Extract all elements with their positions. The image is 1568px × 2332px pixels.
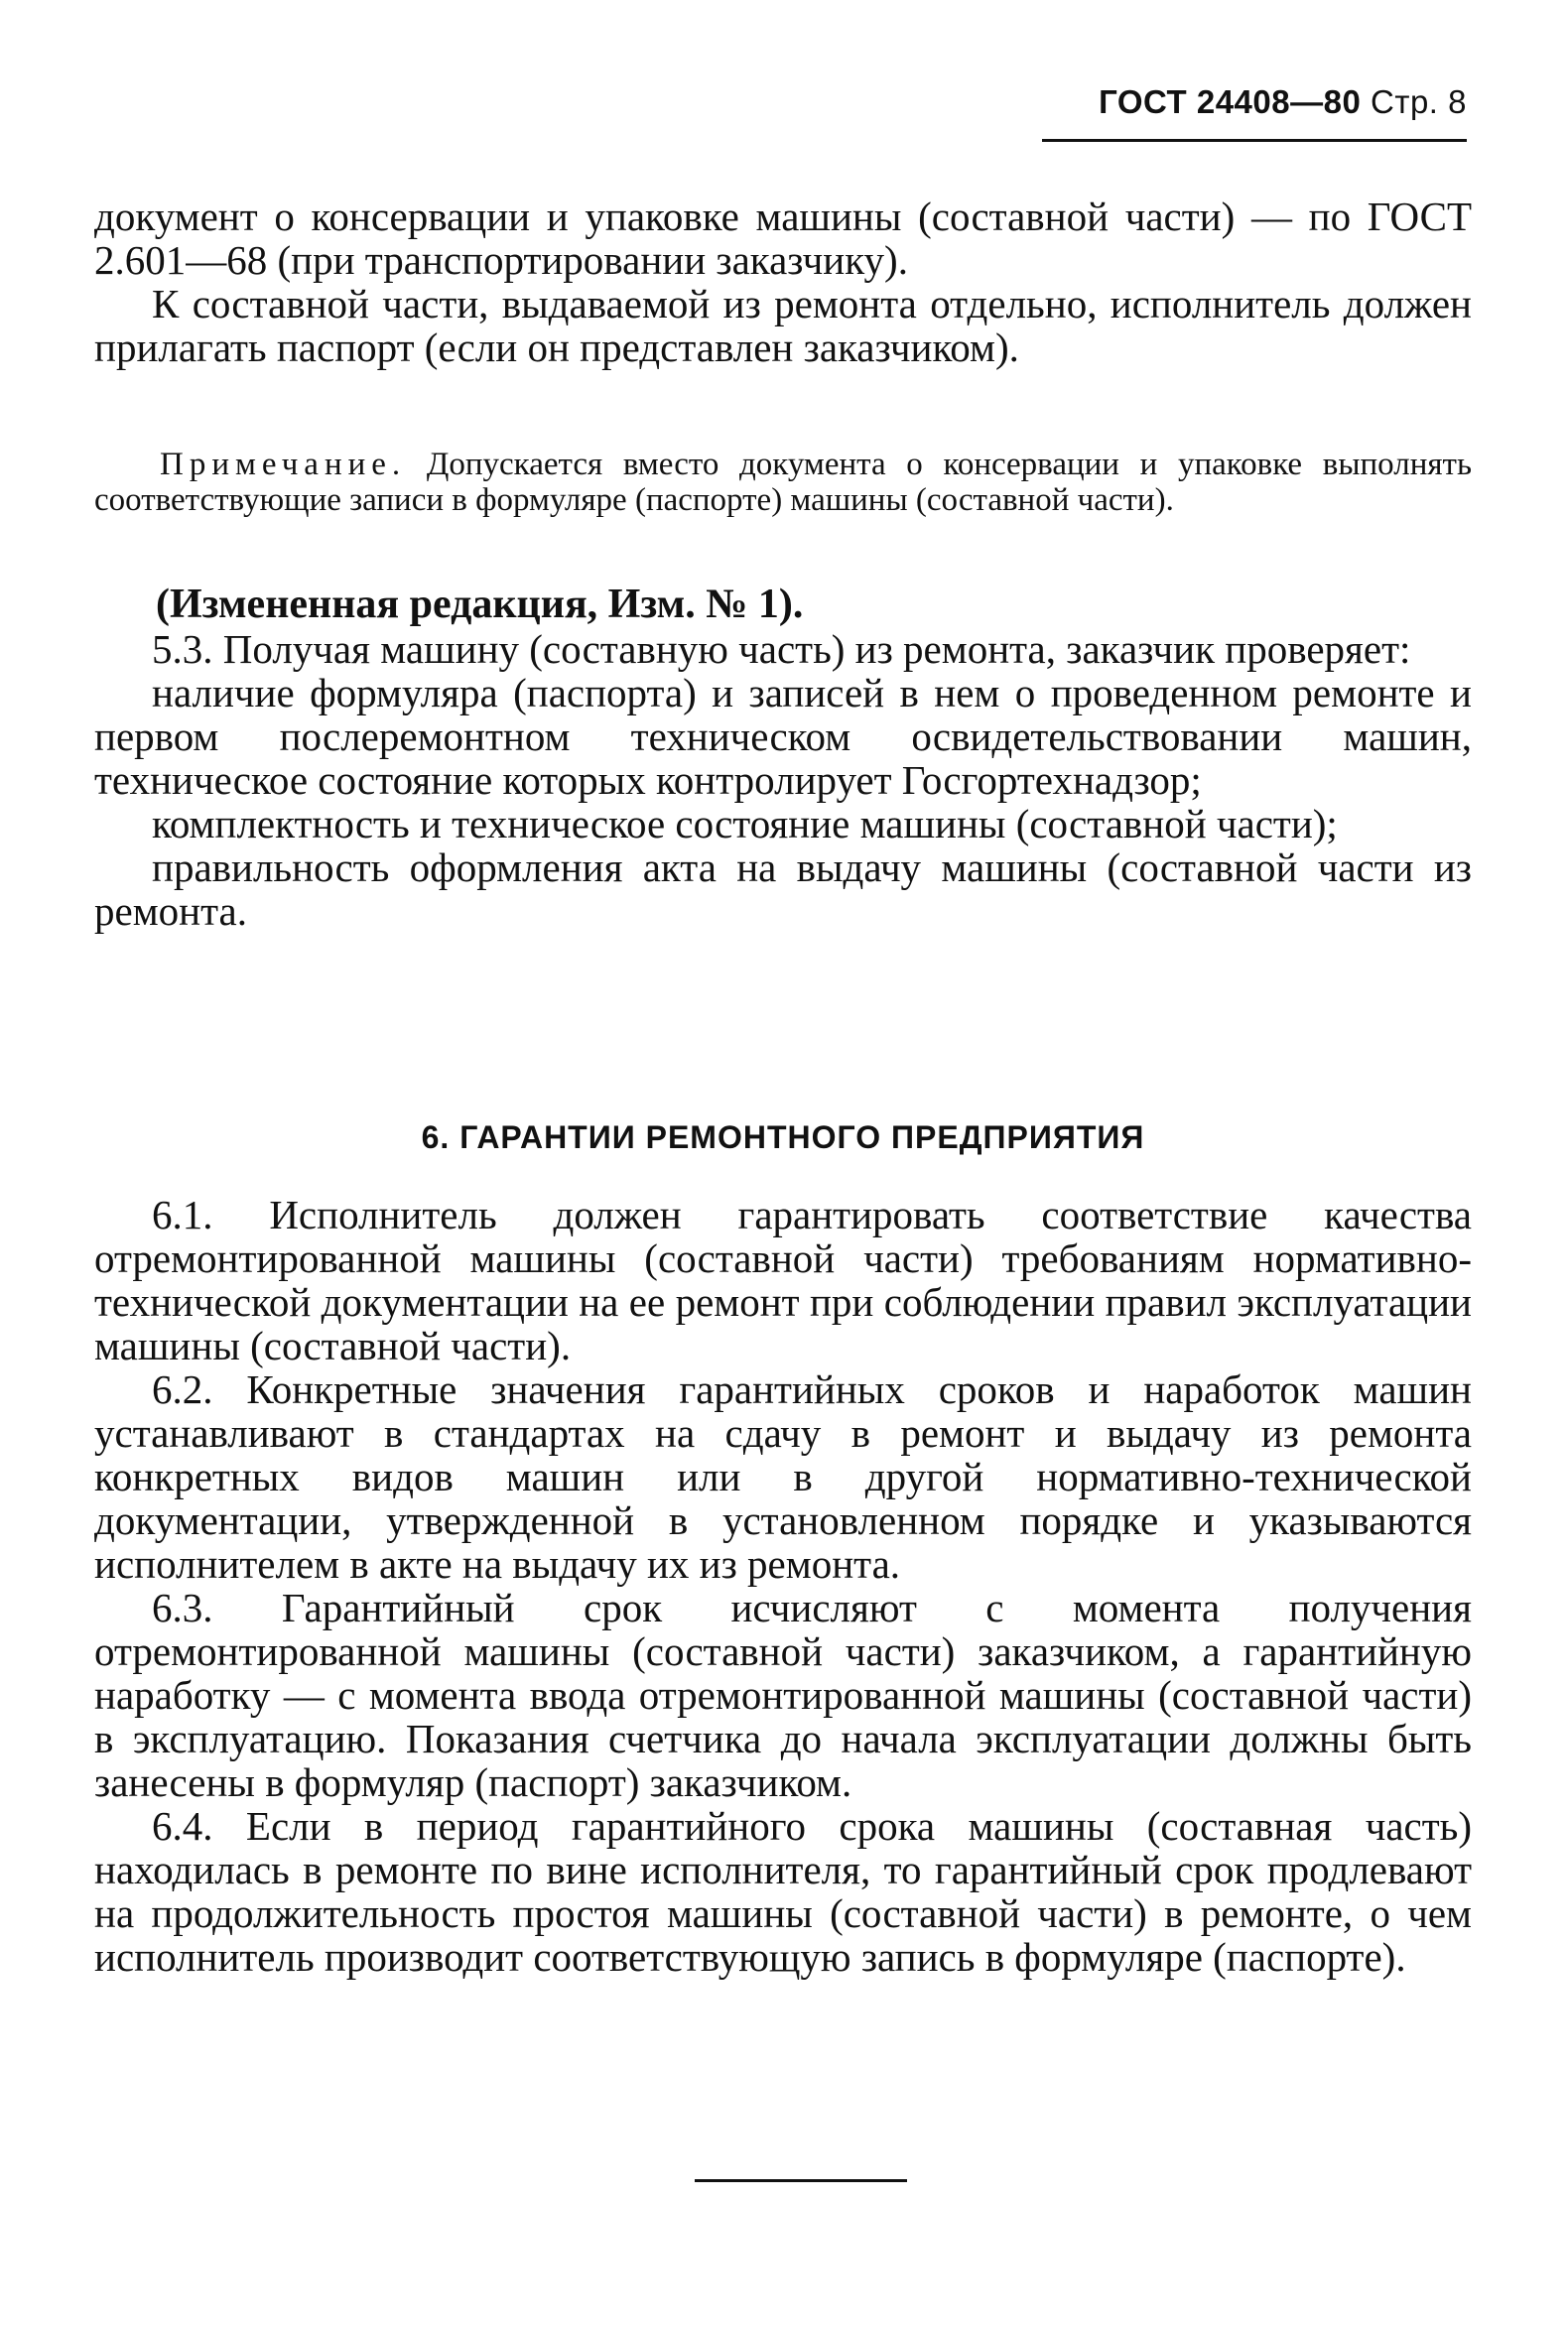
paragraph-continuation: документ о консервации и упаковке машины (составной части) — по ГОСТ 2.601—68 (при транспортировании заказчику). [94, 194, 1472, 283]
paragraph-6-4: 6.4. Если в период гарантийного срока машины (составная часть) находилась в ремонте по вине исполнителя, то гарантийный срок продлевают на продолжительность простоя машины (составной части) в ремонте, о чем исполнитель производит соответствующую запись в формуляре (паспорте). [94, 1803, 1472, 1980]
paragraph-5-3: 5.3. Получая машину (составную часть) из ремонта, заказчик проверяет: [152, 626, 1411, 672]
amendment-note: (Измененная редакция, Изм. № 1). [156, 582, 804, 627]
paragraph-5-3-a: наличие формуляра (паспорта) и записей в нем о проведенном ремонте и первом послеремонтном техническом освидетельствовании машин, техническое состояние которых контролирует Госгортехнадзор; [94, 670, 1472, 803]
text-block-top [94, 194, 1472, 369]
paragraph-6-1: 6.1. Исполнитель должен гарантировать соответствие качества отремонтированной машины (составной части) требованиям нормативно-технической документации на ее ремонт при соблюдении правил эксплуатации машины (составной части). [94, 1192, 1472, 1368]
note-text: Допускается вместо документа о консервации и упаковке выполнять соответствующие записи в формуляре (паспорте) машины (составной части). [94, 447, 1473, 518]
page-header [1042, 83, 1467, 121]
gost-number: ГОСТ 24408—80 [1099, 83, 1362, 120]
note-block [94, 447, 1472, 518]
section-6-title: 6. ГАРАНТИИ РЕМОНТНОГО ПРЕДПРИЯТИЯ [421, 1119, 1145, 1155]
page-number: Стр. 8 [1371, 83, 1467, 120]
section-6-title-block [94, 1119, 1472, 1156]
paragraph-5-3-c: правильность оформления акта на выдачу машины (составной части из ремонта. [94, 844, 1472, 934]
paragraph-6-3: 6.3. Гарантийный срок исчисляют с момента получения отремонтированной машины (составной части) заказчиком, а гарантийную наработку — с момента ввода отремонтированной машины (составной части) в эксплуатацию. Показания счетчика до начала эксплуатации должны быть занесены в формуляр (паспорт) заказчиком. [94, 1585, 1472, 1805]
section-6-body [94, 1193, 1472, 1979]
paragraph-6-2: 6.2. Конкретные значения гарантийных сроков и наработок машин устанавливают в стандартах на сдачу в ремонт и выдачу из ремонта конкретных видов машин или в другой нормативно-технической документации, утвержденной в установленном порядке и указываются исполнителем в акте на выдачу их из ремонта. [94, 1366, 1472, 1587]
paragraph-passport: К составной части, выдаваемой из ремонта отдельно, исполнитель должен прилагать паспорт (если он представлен заказчиком). [94, 281, 1472, 370]
note-paragraph [94, 447, 1472, 518]
paragraph-5-3-b: комплектность и техническое состояние машины (составной части); [152, 801, 1338, 846]
footer-rule [695, 2179, 907, 2182]
text-block-53 [94, 582, 1472, 933]
header-rule [1042, 139, 1467, 142]
note-label: Примечание. [160, 447, 407, 482]
